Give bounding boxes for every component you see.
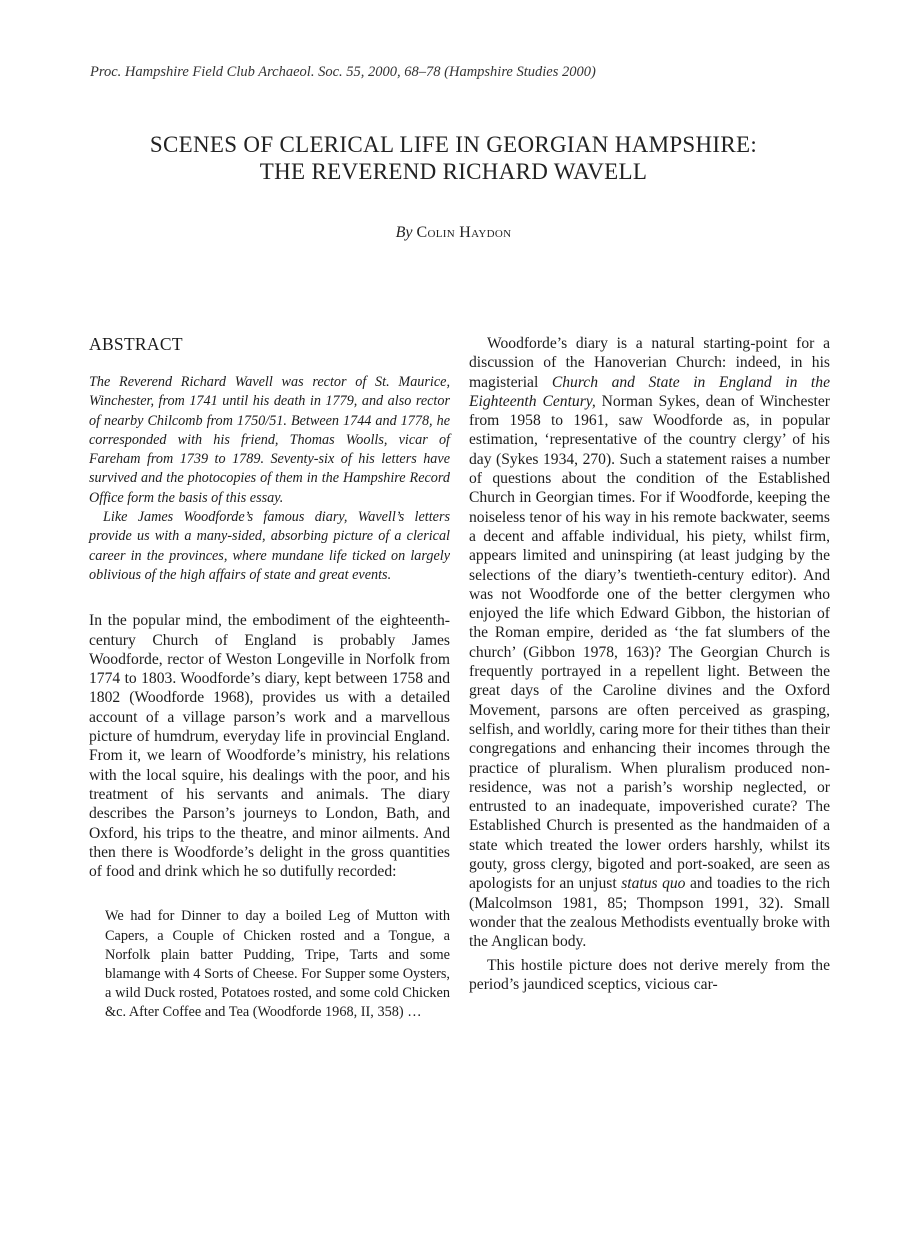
left-column xyxy=(89,334,450,1023)
abstract-paragraph-1: The Reverend Richard Wavell was rector of St. Maurice, Winchester, from 1741 until his death in 1779, and also rector of nearby Chilcomb from 1750/51. Between 1744 and 1778, he corresponded with his friend, Thomas Woolls, vicar of Fareham from 1739 to 1789. Seventy-six of his letters have survived and the photocopies of them in the Hampshire Record Office form the basis of this essay. xyxy=(89,374,450,506)
author-name: Colin Haydon xyxy=(416,224,512,241)
book-title: Church and State in England in the Eighteenth Century, xyxy=(469,373,830,410)
body-paragraph-continuation: This hostile picture does not derive merely from the period’s jaundiced sceptics, vicious car- xyxy=(469,956,830,993)
byline-by: By xyxy=(395,224,413,241)
journal-citation: Proc. Hampshire Field Club Archaeol. Soc. 55, 2000, 68–78 (Hampshire Studies 2000) xyxy=(90,64,596,80)
block-quote: We had for Dinner to day a boiled Leg of Mutton with Capers, a Couple of Chicken rosted and a Tongue, a Norfolk plain batter Pudding, Tripe, Tarts and some blamange with 4 Sorts of Cheese. For Supper some Oysters, a wild Duck rosted, Potatoes rosted, and some cold Chicken &c. After Coffee and Tea (Woodforde 1968, II, 358) … xyxy=(105,908,450,1021)
byline xyxy=(0,224,907,242)
article-title-line-2: THE REVEREND RICHARD WAVELL xyxy=(259,159,648,184)
abstract-paragraph-2: Like James Woodforde’s famous diary, Wavell’s letters provide us with a many-sided, absorbing picture of a clerical career in the provinces, where mundane life ticked on largely oblivious of the high affairs of state and great events. xyxy=(89,509,450,583)
text-run: Woodforde’s diary is a natural starting-point for a discussion of the Hanoverian Church: indeed, in his magisterial xyxy=(469,335,830,391)
latin-phrase: status quo xyxy=(621,875,686,893)
abstract xyxy=(89,334,450,585)
text-run: Norman Sykes, dean of Winchester from 1958 to 1961, saw Woodforde as, in popular estimation, ‘representative of the country clergy’ of his day (Sykes 1934, 270). Such a statement raises a number of questions about the condition of the Established Church in Georgian times. For if Woodforde, keeping the noiseless tenor of his way in his remote backwater, seems a decent and affable individual, his piety, whilst firm, appears limited and uninspiring (at least judging by the selections of the diary’s twentieth-century editor). And was not Woodforde one of the better clergymen who enjoyed the life which Edward Gibbon, the historian of the Roman empire, derided as ‘the fat slumbers of the church’ (Gibbon 1978, 163)? The Georgian Church is frequently portrayed in a repellent light. Between the great days of the Caroline divines and the Oxford Movement, parsons are often perceived as grasping, selfish, and worldly, caring more for their tithes than their congregations and enhancing their incomes through the practice of pluralism. When pluralism produced non-residence, was not a parish’s worship neglected, or entrusted to an inadequate, impoverished curate? The Established Church is presented as the handmaiden of a state which treated the lower orders harshly, whilst its gouty, gross clergy, bigoted and port-soaked, are seen as apologists for an unjust xyxy=(469,392,830,893)
abstract-heading: ABSTRACT xyxy=(89,334,183,354)
right-column xyxy=(469,334,830,994)
body-paragraph-intro: In the popular mind, the embodiment of the eighteenth-century Church of England is probably James Woodforde, rector of Weston Longeville in Norfolk from 1774 to 1803. Woodforde’s diary, kept between 1758 and 1802 (Woodforde 1968), provides us with a detailed account of a village parson’s work and a marvellous picture of humdrum, everyday life in provincial England. From it, we learn of Woodforde’s ministry, his relations with the local squire, his dealings with the poor, and his treatment of his servants and animals. The diary describes the Parson’s journeys to London, Bath, and Oxford, his trips to the theatre, and minor ailments. And then there is Woodforde’s delight in the gross quantities of food and drink which he so dutifully recorded: xyxy=(89,612,450,881)
article-title-line-1: SCENES OF CLERICAL LIFE IN GEORGIAN HAMPSHIRE: xyxy=(149,132,758,157)
body-paragraph-main xyxy=(469,334,830,952)
text-run: and toadies to the rich (Malcolmson 1981, 85; Thompson 1991, 32). Small wonder that the zealous Methodists eventually broke with the Anglican body. xyxy=(469,875,830,951)
